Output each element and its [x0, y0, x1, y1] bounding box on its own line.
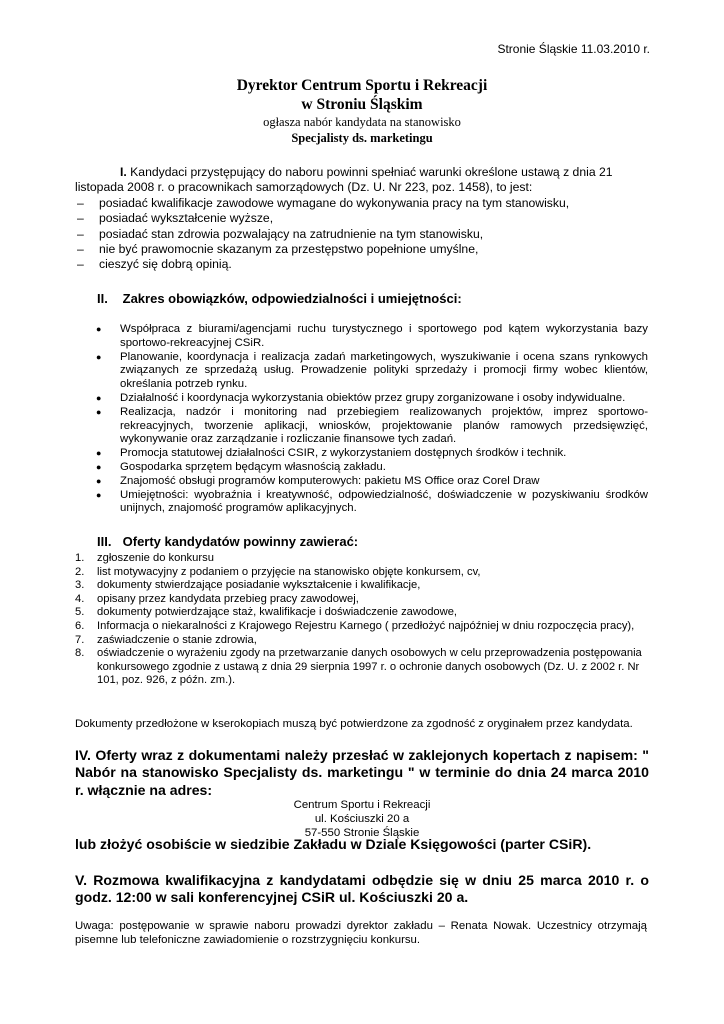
list-item: – posiadać wykształcenie wyższe,	[75, 211, 647, 226]
item-number: 1.	[75, 552, 85, 564]
address-line: 57-550 Stronie Śląskie	[304, 826, 420, 839]
list-item: – posiadać kwalifikacje zawodowe wymagane do wykonywania pracy na tym stanowisku,	[75, 196, 647, 211]
copies-note: Dokumenty przedłożone w kserokopiach muszą być potwierdzone za zgodność z oryginałem przez kandydata.	[75, 718, 633, 730]
list-item: ● Działalność i koordynacja wykorzystania obiektów przez grupy zorganizowane i osoby indywidualne.	[96, 392, 648, 406]
duties-list	[96, 323, 648, 516]
item-text: Informacja o niekaralności z Krajowego Rejestru Karnego ( przedłożyć najpóźniej w dniu rozpoczęcia pracy),	[97, 619, 635, 632]
list-item: ● Planowanie, koordynacja i realizacja zadań marketingowych, wyszukiwanie i ocena szans rynkowych związanych ze sprzedażą usług. Prowadzenie polityki sprzedaży i promocji firmy wobec klientów, określania potrzeb rynku.	[96, 351, 648, 392]
item-text: zgłoszenie do konkursu	[97, 552, 214, 564]
list-item: ● Gospodarka sprzętem będącym własnością zakładu.	[96, 461, 648, 475]
remark-note: Uwaga: postępowanie w sprawie naboru prowadzi dyrektor zakładu – Renata Nowak. Uczestnicy otrzymają pisemne lub telefoniczne zawiadomienie o rozstrzygnięciu konkursu.	[75, 920, 647, 947]
section-3-heading-text: Oferty kandydatów powinny zawierać:	[122, 534, 359, 549]
section-5-text: V. Rozmowa kwalifikacyjna z kandydatami odbędzie się w dniu 25 marca 2010 r. o godz. 12:00 w sali konferencyjnej CSiR ul. Kościuszki 20 a.	[75, 872, 649, 906]
list-item: ● Promocja statutowej działalności CSIR, z wykorzystaniem dostępnych środków i technik.	[96, 447, 648, 461]
mailing-address	[0, 799, 724, 840]
section-1	[75, 165, 647, 273]
item-text: dokumenty stwierdzające posiadanie wykształcenie i kwalifikacje,	[97, 579, 421, 592]
item-number: 5.	[75, 606, 85, 619]
list-item	[75, 606, 648, 620]
item-number: 7.	[75, 633, 85, 646]
announcement-header	[0, 76, 724, 146]
item-number: 4.	[75, 592, 85, 605]
list-item	[75, 593, 648, 607]
date-line: Stronie Śląskie 11.03.2010 r.	[497, 42, 650, 56]
section-4-text: IV. Oferty wraz z dokumentami należy przesłać w zaklejonych kopertach z napisem: " Nabór na stanowisko Specjalisty ds. marketingu " w terminie do dnia 24 marca 2010 r. włącznie na adres:	[75, 747, 649, 798]
item-number: 2.	[75, 565, 85, 578]
list-item: – nie być prawomocnie skazanym za przestępstwo popełnione umyślne,	[75, 242, 647, 257]
item-text: oświadczenie o wyrażeniu zgody na przetwarzanie danych osobowych w celu przeprowadzenia postępowania konkursowego zgodnie z ustawą z dnia 29 sierpnia 1997 r. o ochronie danych osobowych (Dz. U. z 2002 r. Nr 101, poz. 926, z późn. zm.).	[97, 647, 642, 687]
list-item: ● Umiejętności: wyobraźnia i kreatywność, odpowiedzialność, doświadczenie w pozyskiwaniu środków unijnych, znajomość programów aplikacyjnych.	[96, 489, 648, 517]
section-1-intro-text: Kandydaci przystępujący do naboru powinni spełniać warunki określone ustawą z dnia 21 listopada 2008 r. o pracownikach samorządowych (Dz. U. Nr 223, poz. 1458), to jest:	[75, 165, 613, 195]
item-text: zaświadczenie o stanie zdrowia,	[97, 633, 257, 646]
section-2-heading-text: Zakres obowiązków, odpowiedzialności i umiejętności:	[122, 291, 462, 306]
item-number: 8.	[75, 647, 85, 660]
section-1-number: I.	[120, 165, 127, 179]
section-3-heading	[97, 535, 358, 550]
item-number: 6.	[75, 619, 85, 632]
section-4-alternative: lub złożyć osobiście w siedzibie Zakładu w Dziale Księgowości (parter CSiR).	[75, 836, 592, 852]
item-number: 3.	[75, 579, 85, 592]
list-item	[75, 634, 648, 648]
list-item: ● Realizacja, nadzór i monitoring nad przebiegiem realizowanych projektów, imprez sportowo-rekreacyjnych, tworzenie aplikacji, wniosków, projektowanie planów ramowych przedsięwzięć, wykonywanie oraz zarządzanie i rozliczanie finansowe tych zadań.	[96, 406, 648, 447]
section-3-number: III.	[97, 534, 112, 549]
header-subtitle: ogłasza nabór kandydata na stanowisko	[263, 115, 461, 129]
section-2-heading	[97, 292, 462, 307]
list-item	[75, 566, 648, 580]
list-item	[75, 579, 648, 593]
item-text: opisany przez kandydata przebieg pracy zawodowej,	[97, 592, 359, 605]
item-text: dokumenty potwierdzające staż, kwalifikacje i doświadczenie zawodowe,	[97, 606, 458, 619]
list-item	[75, 620, 648, 634]
requirements-list	[75, 196, 647, 273]
list-item	[75, 552, 648, 566]
section-1-intro	[75, 165, 647, 196]
item-text: list motywacyjny z podaniem o przyjęcie na stanowisko objęte konkursem, cv,	[97, 565, 481, 578]
offer-documents-list	[75, 552, 648, 688]
list-item: ● Współpraca z biurami/agencjami ruchu turystycznego i sportowego pod kątem wykorzystania bazy sportowo-rekreacyjnej CSiR.	[96, 323, 648, 351]
address-line: ul. Kościuszki 20 a	[314, 812, 410, 825]
section-2-number: II.	[97, 291, 108, 306]
list-item: – posiadać stan zdrowia pozwalający na zatrudnienie na tym stanowisku,	[75, 227, 647, 242]
header-position: Specjalisty ds. marketingu	[291, 131, 433, 145]
list-item: ● Znajomość obsługi programów komputerowych: pakietu MS Office oraz Corel Draw	[96, 475, 648, 489]
address-line: Centrum Sportu i Rekreacji	[293, 799, 431, 811]
list-item: – cieszyć się dobrą opinią.	[75, 257, 647, 272]
header-title-line2: w Stroniu Śląskim	[301, 96, 423, 113]
list-item	[75, 647, 648, 688]
header-title-line1: Dyrektor Centrum Sportu i Rekreacji	[236, 77, 488, 94]
